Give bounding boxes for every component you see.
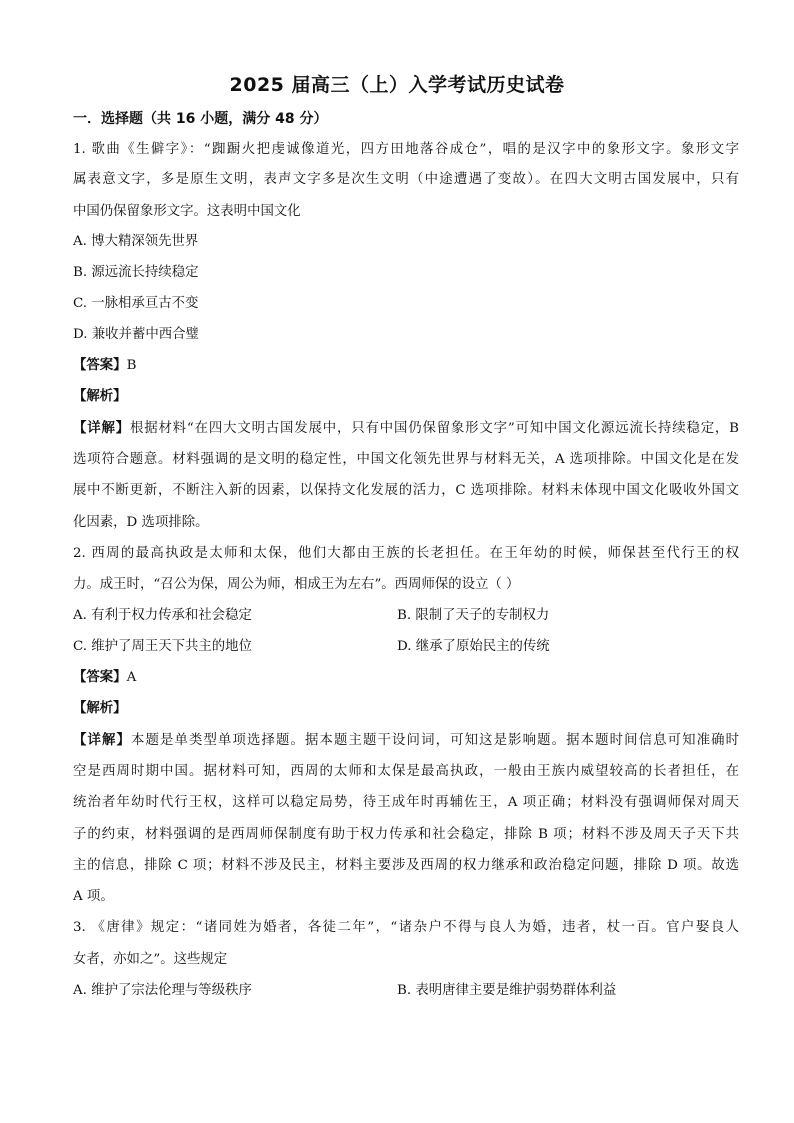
q2-detail-line-1 — [73, 732, 739, 750]
q2-answer-value: A — [126, 670, 137, 685]
q2-option-d: D. 继承了原始民主的传统 — [397, 639, 550, 654]
q2-detail-line-6: A 项。 — [73, 889, 114, 904]
q1-option-c: C. 一脉相承亘古不变 — [73, 296, 199, 311]
q1-answer-value: B — [126, 358, 137, 373]
q1-option-b: B. 源远流长持续稳定 — [73, 265, 199, 280]
q1-detail-line-1 — [73, 420, 739, 438]
q2-detail-line-5: 主的信息，排除 C 项；材料不涉及民主，材料主要涉及西周的权力继承和政治稳定问题，排除 D 项。故选 — [73, 858, 739, 873]
q1-option-d: D. 兼收并蓄中西合璧 — [73, 327, 199, 342]
q3-stem-line-1: 3. 《唐律》规定：“诸同姓为婚者，各徒二年”，“诸杂户不得与良人为婚，违者，杖一百。官户娶良人 — [73, 920, 739, 935]
q1-option-a: A. 博大精深领先世界 — [73, 234, 199, 249]
q2-stem-line-1: 2. 西周的最高执政是太师和太保，他们大都由王族的长老担任。在王年幼的时候，师保甚至代行王的权 — [73, 546, 739, 561]
q3-option-a: A. 维护了宗法伦理与等级秩序 — [73, 983, 252, 998]
q2-analysis-tag: 【解析】 — [73, 701, 127, 716]
q2-stem-line-2: 力。成王时，“召公为保，周公为师，相成王为左右”。西周师保的设立（ ） — [73, 577, 520, 592]
q1-stem-line-3: 中国仍保留象形文字。这表明中国文化 — [73, 204, 301, 219]
q1-detail-line-3: 展中不断更新，不断注入新的因素，以保持文化发展的活力，C 选项排除。材料未体现中国文化吸收外国文 — [73, 483, 739, 498]
q2-answer — [73, 669, 136, 687]
q2-detail-line-4: 子的约束，材料强调的是西周师保制度有助于权力传承和社会稳定，排除 B 项；材料不涉及周天子天下共 — [73, 827, 739, 842]
section-heading: 一．选择题（共 16 小题，满分 48 分） — [73, 111, 328, 127]
q2-analysis — [73, 700, 127, 718]
q2-detail-line-2: 空是西周时期中国。据材料可知，西周的太师和太保是最高执政，一般由王族内威望较高的长者担任，在 — [73, 764, 739, 779]
q1-stem-line-1: 1. 歌曲《生僻字》：“踟蹰火把虔诚像道光，四方田地落谷成仓”，唱的是汉字中的象形文字。象形文字 — [73, 142, 739, 157]
q1-detail-line-2: 选项符合题意。材料强调的是文明的稳定性，中国文化领先世界与材料无关，A 选项排除。中国文化是在发 — [73, 452, 739, 467]
q2-detail-line-3: 统治者年幼时代行王权，这样可以稳定局势，待王成年时再辅佐王，A 项正确；材料没有强调师保对周天 — [73, 795, 739, 810]
q1-answer-tag: 【答案】 — [73, 358, 127, 373]
page-title: 2025 届高三（上）入学考试历史试卷 — [229, 74, 565, 96]
q2-option-b: B. 限制了天子的专制权力 — [397, 608, 550, 623]
q1-analysis — [73, 388, 127, 406]
q1-detail-text-1: 根据材料“在四大文明古国发展中，只有中国仍保留象形文字”可知中国文化源远流长持续稳定，B — [129, 421, 740, 436]
q1-analysis-tag: 【解析】 — [73, 389, 127, 404]
q3-stem-line-2: 女者，亦如之”。这些规定 — [73, 952, 228, 967]
q3-option-b: B. 表明唐律主要是维护弱势群体利益 — [397, 983, 617, 998]
q1-detail-line-4: 化因素，D 选项排除。 — [73, 515, 209, 530]
q1-answer — [73, 357, 136, 375]
q1-detail-tag: 【详解】 — [73, 421, 130, 436]
q2-option-a: A. 有利于权力传承和社会稳定 — [73, 608, 252, 623]
q2-detail-tag: 【详解】 — [73, 733, 132, 748]
q2-detail-text-1: 本题是单类型单项选择题。据本题主题干设问词，可知这是影响题。据本题时间信息可知准确时 — [131, 733, 740, 748]
q2-answer-tag: 【答案】 — [73, 670, 127, 685]
q2-option-c: C. 维护了周王天下共主的地位 — [73, 639, 252, 654]
q1-stem-line-2: 属表意文字，多是原生文明，表声文字多是次生文明（中途遭遇了变故）。在四大文明古国发展中，只有 — [73, 172, 739, 187]
